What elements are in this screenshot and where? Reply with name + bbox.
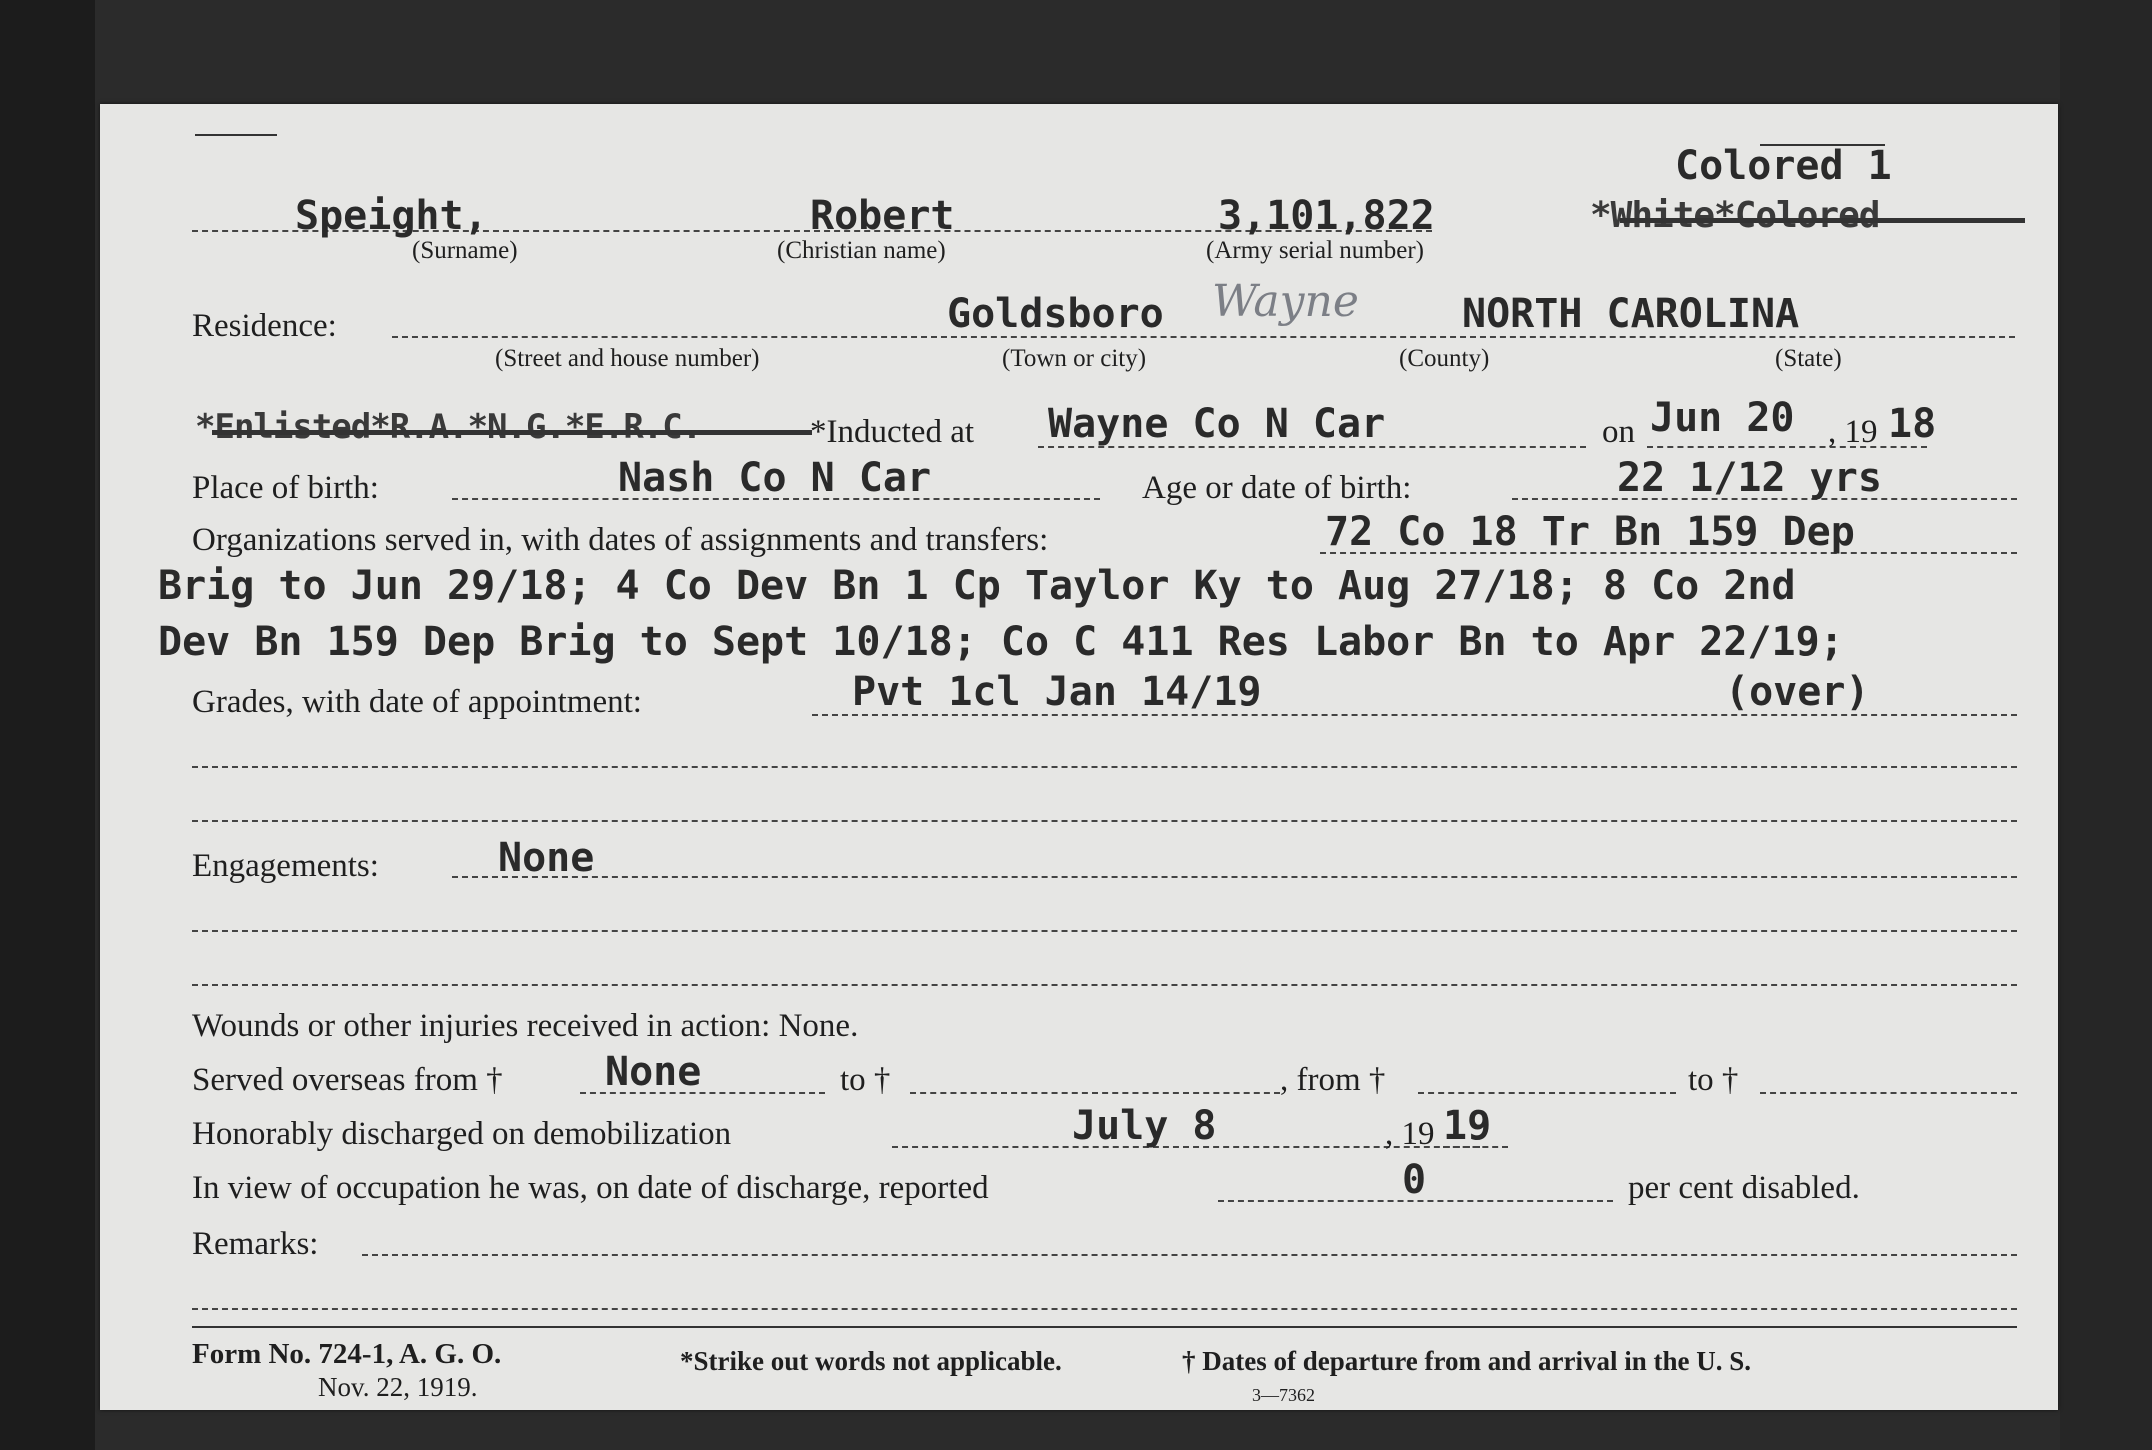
discharge-year-line bbox=[1443, 1146, 1508, 1148]
strike-note: *Strike out words not applicable. bbox=[680, 1346, 1062, 1376]
grades-extra-line-1 bbox=[192, 766, 2017, 768]
caption-state: (State) bbox=[1775, 345, 1842, 372]
grades-value: Pvt 1cl Jan 14/19 bbox=[852, 669, 1262, 715]
inducted-place-value: Wayne Co N Car bbox=[1048, 401, 1386, 447]
christian-name-value: Robert bbox=[810, 193, 955, 239]
discharged-label: Honorably discharged on demobilization bbox=[192, 1116, 732, 1152]
overseas-label: Served overseas from † bbox=[192, 1062, 503, 1098]
engagements-extra-line-2 bbox=[192, 984, 2017, 986]
induction-date-value: Jun 20 bbox=[1650, 395, 1795, 441]
residence-label: Residence: bbox=[192, 308, 337, 344]
birth-place-label: Place of birth: bbox=[192, 470, 379, 506]
caption-christian: (Christian name) bbox=[777, 237, 946, 264]
state-value: NORTH CAROLINA bbox=[1462, 291, 1800, 337]
over-note: (over) bbox=[1725, 669, 1870, 715]
town-value: Goldsboro bbox=[947, 291, 1164, 337]
enlisted-strike-mark bbox=[212, 430, 812, 435]
race-strike-mark bbox=[1620, 218, 2025, 223]
age-label: Age or date of birth: bbox=[1142, 470, 1412, 506]
caption-street: (Street and house number) bbox=[495, 345, 760, 372]
county-handwritten: Wayne bbox=[1212, 276, 1359, 327]
print-code: 3—7362 bbox=[1252, 1385, 1315, 1405]
age-value: 22 1/12 yrs bbox=[1617, 455, 1882, 501]
race-struck: *White*Colored bbox=[1590, 195, 1880, 236]
on-label: on bbox=[1602, 414, 1635, 450]
discharge-year-prefix: , 19 bbox=[1385, 1116, 1435, 1152]
background-left bbox=[0, 0, 95, 1450]
overseas-to2-line bbox=[1760, 1092, 2017, 1094]
form-number: Form No. 724-1, A. G. O. bbox=[192, 1338, 502, 1370]
enlisted-struck: *Enlisted*R.A.*N.G.*E.R.C. bbox=[195, 407, 702, 447]
footer-rule bbox=[192, 1326, 2017, 1328]
dates-note: † Dates of departure from and arrival in the U. S. bbox=[1182, 1346, 1751, 1376]
race-header-rule bbox=[1760, 144, 1885, 146]
organizations-value-1: 72 Co 18 Tr Bn 159 Dep bbox=[1325, 509, 1855, 555]
induction-date-line bbox=[1647, 446, 1927, 448]
inducted-label: *Inducted at bbox=[810, 414, 975, 450]
serial-number-value: 3,101,822 bbox=[1218, 193, 1435, 239]
overseas-from2-line bbox=[1418, 1092, 1676, 1094]
overseas-to-label: to † bbox=[840, 1062, 891, 1098]
disability-suffix: per cent disabled. bbox=[1628, 1170, 1860, 1206]
race-header: Colored 1 bbox=[1675, 143, 1892, 189]
overseas-to2-label: to † bbox=[1688, 1062, 1739, 1098]
engagements-label: Engagements: bbox=[192, 848, 379, 884]
engagements-value: None bbox=[498, 835, 595, 881]
background-right bbox=[2060, 0, 2152, 1450]
induction-year-prefix: , 19 bbox=[1828, 414, 1878, 450]
grades-extra-line-2 bbox=[192, 820, 2017, 822]
remarks-extra-line bbox=[192, 1308, 2017, 1310]
surname-value: Speight, bbox=[295, 193, 488, 239]
induction-year-value: 18 bbox=[1888, 401, 1937, 447]
discharge-date-value: July 8 bbox=[1072, 1103, 1217, 1149]
caption-town: (Town or city) bbox=[1002, 345, 1147, 372]
disability-label: In view of occupation he was, on date of discharge, reported bbox=[192, 1170, 989, 1206]
organizations-value-3: Dev Bn 159 Dep Brig to Sept 10/18; Co C 411 Res Labor Bn to Apr 22/19; bbox=[158, 619, 1844, 665]
overseas-from2-label: , from † bbox=[1280, 1062, 1386, 1098]
engagements-extra-line-1 bbox=[192, 930, 2017, 932]
record-card bbox=[100, 104, 2058, 1410]
discharge-year-value: 19 bbox=[1443, 1103, 1492, 1149]
organizations-label: Organizations served in, with dates of assignments and transfers: bbox=[192, 522, 1049, 558]
remarks-line bbox=[362, 1254, 2017, 1256]
overseas-from-value: None bbox=[605, 1049, 702, 1095]
caption-serial: (Army serial number) bbox=[1206, 237, 1424, 264]
caption-surname: (Surname) bbox=[412, 237, 518, 264]
remarks-label: Remarks: bbox=[192, 1226, 319, 1262]
engagements-line bbox=[452, 876, 2017, 878]
disability-value: 0 bbox=[1402, 1157, 1427, 1203]
caption-county: (County) bbox=[1399, 345, 1490, 372]
birth-place-value: Nash Co N Car bbox=[618, 455, 932, 501]
wounds-text: Wounds or other injuries received in action: None. bbox=[192, 1008, 859, 1044]
grades-label: Grades, with date of appointment: bbox=[192, 684, 642, 720]
top-rule bbox=[195, 134, 277, 136]
form-date: Nov. 22, 1919. bbox=[318, 1372, 478, 1402]
organizations-value-2: Brig to Jun 29/18; 4 Co Dev Bn 1 Cp Taylor Ky to Aug 27/18; 8 Co 2nd bbox=[158, 563, 1796, 609]
overseas-to-line bbox=[910, 1092, 1280, 1094]
